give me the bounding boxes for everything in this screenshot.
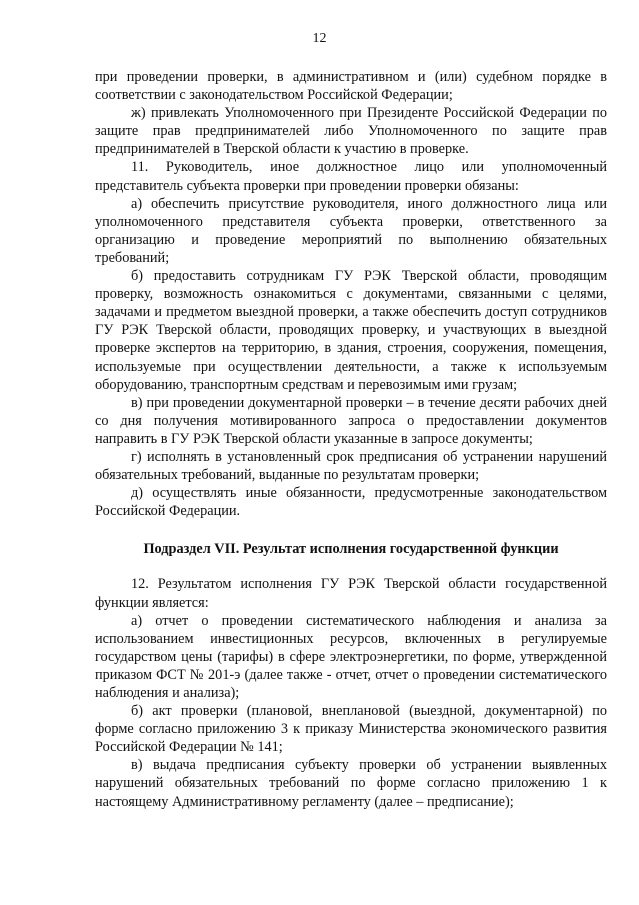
paragraph-item-v: в) при проведении документарной проверки – в течение десяти рабочих дней со дня получения мотивированного запроса о предоставлении документов направить в ГУ РЭК Тверской области указанные в запросе документы; <box>95 394 607 447</box>
paragraph-section-12: 12. Результатом исполнения ГУ РЭК Тверской области государственной функции является: <box>95 576 607 611</box>
paragraph-item-d: д) осуществлять иные обязанности, предусмотренные законодательством Российской Федерации. <box>95 485 607 520</box>
page-number: 12 <box>312 31 327 46</box>
paragraph-result-a: а) отчет о проведении систематического наблюдения и анализа за использованием инвестиционных ресурсов, включенных в регулируемые государством цены (тарифы) в сфере электроэнергетики, по форме, утвержденной приказом ФСТ № 201-э (далее также - отчет, отчет о проведении систематического наблюдения и анализа); <box>95 612 607 701</box>
document-body <box>95 68 607 811</box>
paragraph-continuation: при проведении проверки, в административном и (или) судебном порядке в соответствии с законодательством Российской Федерации; <box>95 69 607 104</box>
paragraph-item-g: г) исполнять в установленный срок предписания об устранении нарушений обязательных требований, выданные по результатам проверки; <box>95 448 607 484</box>
subsection-heading: Подраздел VII. Результат исполнения государственной функции <box>143 541 559 558</box>
paragraph-item-zh: ж) привлекать Уполномоченного при Президенте Российской Федерации по защите прав предпринимателей либо Уполномоченного по защите прав предпринимателей в Тверской области к участию в проверке. <box>95 105 607 158</box>
paragraph-result-b: б) акт проверки (плановой, внеплановой (выездной, документарной) по форме согласно приложению 3 к приказу Министерства экономического развития Российской Федерации № 141; <box>95 703 607 756</box>
paragraph-section-11: 11. Руководитель, иное должностное лицо или уполномоченный представитель субъекта проверки при проведении проверки обязаны: <box>95 159 607 194</box>
paragraph-item-a: а) обеспечить присутствие руководителя, иного должностного лица или уполномоченного представителя субъекта проверки, ответственного за организацию и проведение мероприятий по выполнению обязательных требований; <box>95 195 607 266</box>
paragraph-result-v: в) выдача предписания субъекту проверки об устранении выявленных нарушений обязательных требований по форме согласно приложению 1 к настоящему Административному регламенту (далее – предписание); <box>95 757 607 810</box>
paragraph-item-b: б) предоставить сотрудникам ГУ РЭК Тверской области, проводящим проверку, возможность ознакомиться с документами, связанными с целями, задачами и предметом выездной проверки, а также обеспечить доступ сотрудников ГУ РЭК Тверской области, проводящих проверку, и участвующих в выездной проверке экспертов на территорию, в здания, строения, сооружения, помещения, используемые при осуществлении деятельности, а также к используемым оборудованию, транспортным средствам и перевозимым ими грузам; <box>95 268 607 393</box>
